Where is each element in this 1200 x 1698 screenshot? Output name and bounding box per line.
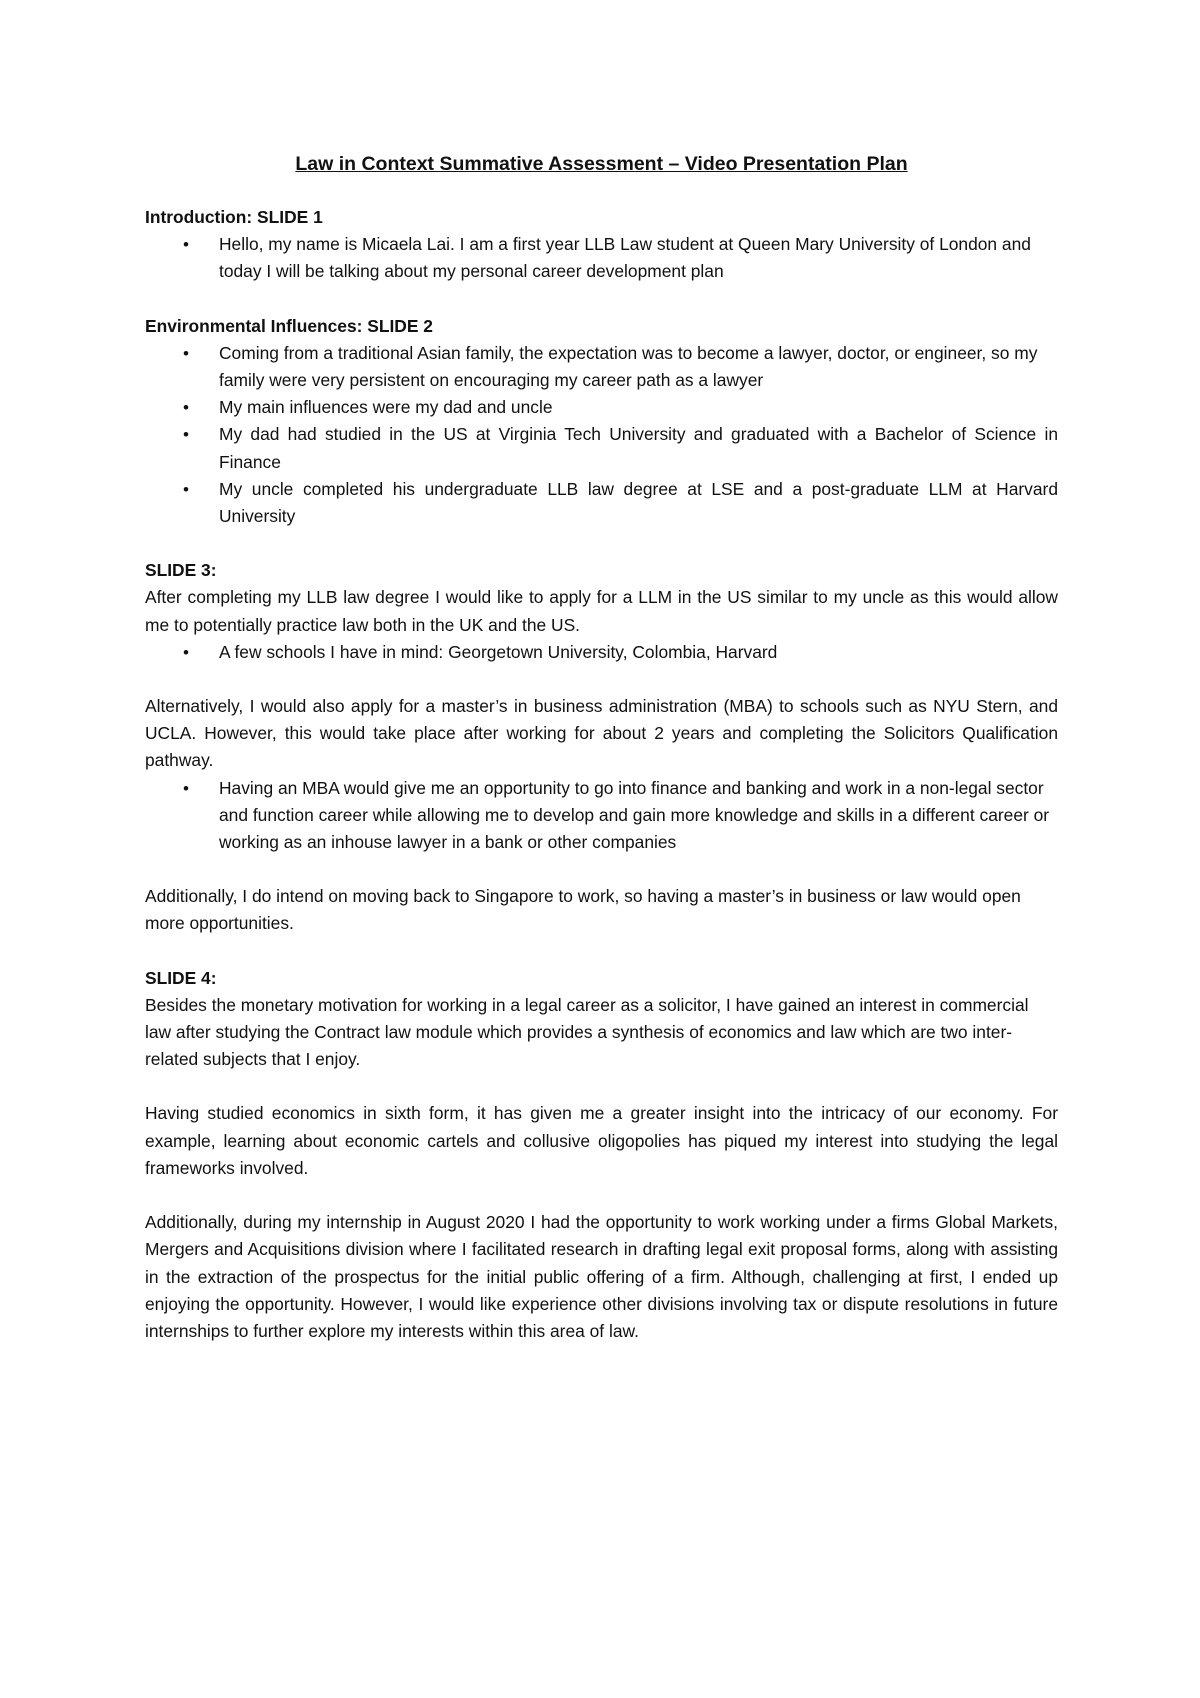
document-body [145,150,1058,1345]
list-item: • A few schools I have in mind: Georgetown University, Colombia, Harvard [219,639,1058,666]
paragraph: Additionally, I do intend on moving back to Singapore to work, so having a master’s in business or law would open more opportunities. [145,886,1021,934]
list-item: • My dad had studied in the US at Virginia Tech University and graduated with a Bachelor of Science in Finance [219,421,1058,475]
list-item: • My uncle completed his undergraduate LLB law degree at LSE and a post-graduate LLM at Harvard University [219,476,1058,530]
paragraph: Having studied economics in sixth form, it has given me a greater insight into the intricacy of our economy. For example, learning about economic cartels and collusive oligopolies has piqued my interest into studying the legal frameworks involved. [145,1103,1058,1178]
list-item: • My main influences were my dad and uncle [219,394,1058,421]
paragraph: Besides the monetary motivation for working in a legal career as a solicitor, I have gained an interest in commercial law after studying the Contract law module which provides a synthesis of economics and law which are two inter-related subjects that I enjoy. [145,994,1029,1070]
section-heading-environmental: Environmental Influences: SLIDE 2 [145,315,433,336]
list-item: • Hello, my name is Micaela Lai. I am a first year LLB Law student at Queen Mary University of London and today I will be talking about my personal career development plan [219,231,1058,285]
spacer [145,666,1058,693]
section-heading-introduction: Introduction: SLIDE 1 [145,207,323,227]
spacer [145,1182,1058,1209]
spacer [145,286,1058,313]
spacer [145,856,1058,883]
paragraph: Alternatively, I would also apply for a master’s in business administration (MBA) to schools such as NYU Stern, and UCLA. However, this would take place after working for about 2 years and completing the Solicitors Qualification pathway. [145,696,1058,771]
spacer [145,1073,1058,1100]
section-heading-slide-4: SLIDE 4: [145,967,217,988]
introduction-bullet-list [145,231,1058,285]
list-item: • Coming from a traditional Asian family, the expectation was to become a lawyer, doctor, or engineer, so my family were very persistent on encouraging my career path as a lawyer [219,340,1058,394]
list-item: • Having an MBA would give me an opportunity to go into finance and banking and work in a non-legal sector and function career while allowing me to develop and gain more knowledge and skills in a different career or working as an inhouse lawyer in a bank or other companies [219,775,1058,857]
spacer [145,530,1058,557]
slide-3-bullet-list-schools [145,639,1058,666]
spacer [145,938,1058,965]
slide-3-bullet-list-mba [145,775,1058,857]
paragraph: Additionally, during my internship in August 2020 I had the opportunity to work working under a firms Global Markets, Mergers and Acquisitions division where I facilitated research in drafting legal exit proposal forms, along with assisting in the extraction of the prospectus for the initial public offering of a firm. Although, challenging at first, I ended up enjoying the opportunity. However, I would like experience other divisions involving tax or dispute resolutions in future internships to further explore my interests within this area of law. [145,1212,1058,1341]
paragraph: After completing my LLB law degree I would like to apply for a LLM in the US similar to my uncle as this would allow me to potentially practice law both in the UK and the US. [145,587,1058,635]
section-heading-slide-3: SLIDE 3: [145,560,217,581]
document-title: Law in Context Summative Assessment – Video Presentation Plan [295,153,908,175]
environmental-bullet-list [145,340,1058,530]
